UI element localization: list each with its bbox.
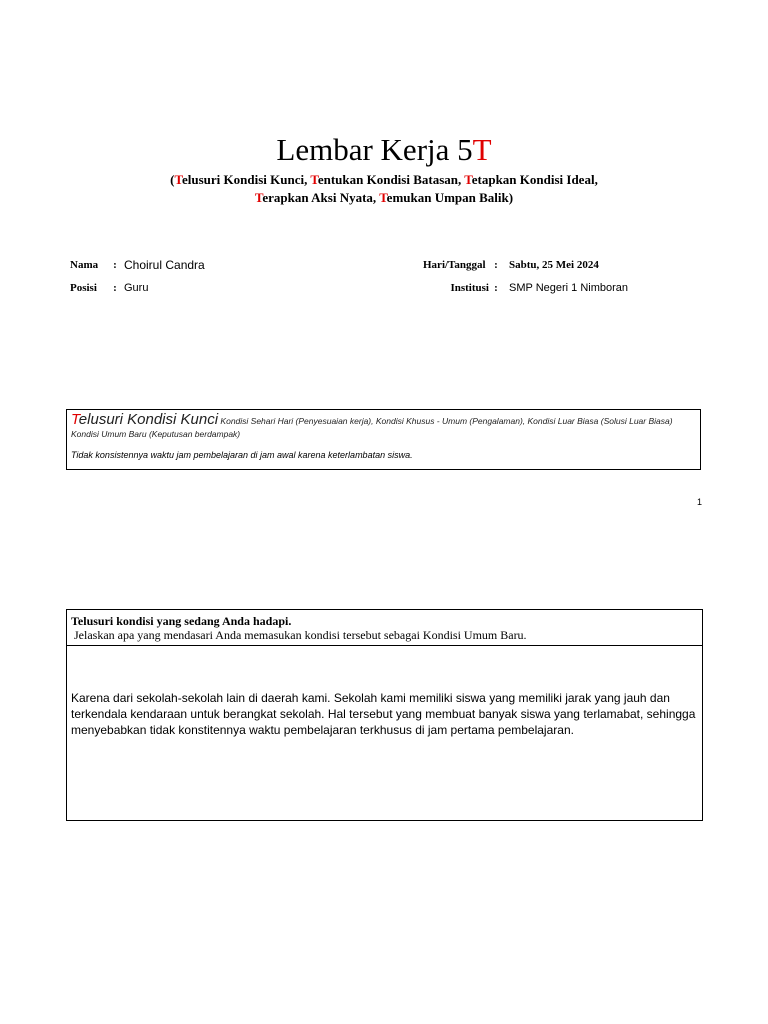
subtitle-line-2-segment: erapkan Aksi Nyata, [262,190,380,205]
subtitle-line-2-segment: T [379,190,387,205]
title-text: Lembar Kerja 5 [276,132,473,167]
section1-categories: Kondisi Sehari Hari (Penyesuaian kerja), Kondisi Khusus - Umum (Pengalaman), Kondisi Luar Biasa (Solusi Luar Biasa) Kondisi Umum Baru (Keputusan berdampak) [71,416,673,439]
institusi-colon: : [494,282,498,294]
section1-header [71,412,696,440]
page-number: 1 [696,497,702,507]
title-accent: T [472,132,492,167]
telusuri-kondisi-box [66,409,701,470]
subtitle [0,171,768,207]
subtitle-line-2-segment: emukan Umpan Balik) [386,190,514,205]
subtitle-line-1-segment: ( [170,172,175,187]
subtitle-line-1-segment: T [310,172,318,187]
section1-heading-accent: T [71,411,79,428]
question-title: Telusuri kondisi yang sedang Anda hadapi. [71,614,292,628]
subtitle-line-1-segment: T [174,172,182,187]
nama-row [70,258,205,272]
subtitle-line-1-segment: entukan Kondisi Batasan, [317,172,465,187]
question-header [67,610,702,646]
subtitle-line-2-segment: T [254,190,263,205]
posisi-row [70,281,148,295]
subtitle-line-2 [0,189,768,207]
institusi-row [423,281,628,295]
section1-heading [71,411,218,428]
subtitle-line-1-segment: T [464,172,472,187]
nama-value: Choirul Candra [124,258,205,272]
tanggal-colon: : [494,259,498,271]
answer-text: Karena dari sekolah-sekolah lain di daerah kami. Sekolah kami memiliki siswa yang memiliki jarak yang jauh dan terkendala kendaraan untuk berangkat sekolah. Hal tersebut yang membuat banyak siswa yang terlamabat, sehingga menyebabkan tidak konstitennya waktu pembelajaran terkhusus di jam pertama pembelajaran. [71,691,696,737]
question-answer-box [66,609,703,821]
tanggal-row [423,258,599,272]
section1-heading-text: elusuri Kondisi Kunci [78,411,219,428]
posisi-colon: : [113,282,117,294]
subtitle-line-1-segment: elusuri Kondisi Kunci, [181,172,311,187]
tanggal-value: Sabtu, 25 Mei 2024 [509,259,599,271]
posisi-label: Posisi [70,282,97,294]
subtitle-line-1 [0,171,768,189]
question-detail: Jelaskan apa yang mendasari Anda memasukan kondisi tersebut sebagai Kondisi Umum Baru. [74,628,527,642]
page-title [0,131,768,169]
nama-label: Nama [70,259,99,271]
tanggal-label: Hari/Tanggal [423,259,486,271]
posisi-value: Guru [124,282,149,294]
institusi-value: SMP Negeri 1 Nimboran [509,282,629,294]
nama-colon: : [113,259,117,271]
subtitle-line-1-segment: etapkan Kondisi Ideal, [471,172,598,187]
institusi-label: Institusi [450,282,489,294]
section1-body: Tidak konsistennya waktu jam pembelajaran di jam awal karena keterlambatan siswa. [71,450,413,460]
